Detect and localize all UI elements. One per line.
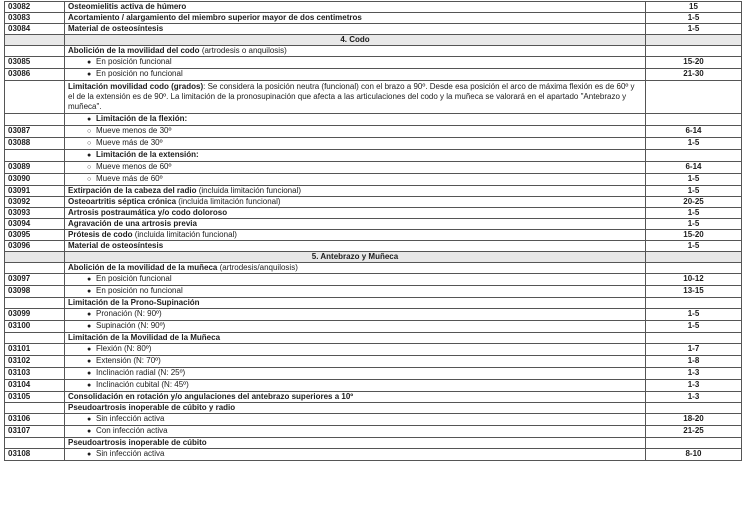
table-row (4, 241, 742, 252)
table-row (4, 438, 742, 449)
row-value: 1-5 (687, 24, 700, 33)
row-description (65, 309, 646, 320)
section-title: 5. Antebrazo y Muñeca (65, 252, 646, 262)
row-title: Limitación de la Prono-Supinación (68, 298, 200, 307)
row-value: 13-15 (683, 286, 704, 295)
row-code: 03087 (5, 126, 65, 137)
circle-bullet-icon: ○ (87, 164, 92, 171)
row-value: 15-20 (683, 230, 704, 239)
row-code (5, 46, 65, 56)
row-title: Osteoartritis séptica crónica (68, 197, 177, 206)
circle-bullet-icon: ○ (87, 140, 92, 147)
row-code: 03084 (5, 24, 65, 34)
row-text: Limitación de la flexión: (96, 114, 188, 123)
row-value (646, 403, 741, 413)
row-code (5, 114, 65, 125)
row-code: 03097 (5, 274, 65, 285)
row-text: Limitación de la extensión: (96, 150, 199, 159)
row-description (65, 126, 646, 137)
row-code (5, 403, 65, 413)
row-value: 1-5 (687, 208, 700, 217)
row-description (65, 208, 646, 218)
section-title: 4. Codo (65, 35, 646, 45)
row-description (65, 298, 646, 308)
row-text: Con infección activa (96, 426, 168, 435)
row-description (65, 333, 646, 343)
table-row (4, 333, 742, 344)
row-description (65, 438, 646, 448)
row-text: Supinación (N: 90º) (96, 321, 166, 330)
row-code (5, 438, 65, 448)
row-description (65, 46, 646, 56)
table-row (4, 150, 742, 162)
row-code: 03099 (5, 309, 65, 320)
row-description (65, 114, 646, 125)
row-title: Pseudoartrosis inoperable de cúbito (68, 438, 207, 447)
row-description (65, 174, 646, 185)
section-header (4, 252, 742, 263)
row-code: 03101 (5, 344, 65, 355)
row-code: 03106 (5, 414, 65, 425)
row-description (65, 449, 646, 460)
row-title: Prótesis de codo (68, 230, 133, 239)
row-value: 15 (689, 2, 698, 11)
row-description (65, 138, 646, 149)
bullet-icon: ● (87, 152, 92, 159)
row-text: En posición funcional (96, 274, 172, 283)
row-value: 1-5 (687, 13, 700, 22)
bullet-icon: ● (87, 346, 92, 353)
bullet-icon: ● (87, 382, 92, 389)
row-value (646, 438, 741, 448)
row-text: En posición funcional (96, 57, 172, 66)
row-description (65, 263, 646, 273)
bullet-icon: ● (87, 116, 92, 123)
row-code: 03083 (5, 13, 65, 23)
row-description (65, 403, 646, 413)
bullet-icon: ● (87, 428, 92, 435)
table-row (4, 414, 742, 426)
bullet-icon: ● (87, 358, 92, 365)
table-row (4, 263, 742, 274)
row-text: Extensión (N: 70º) (96, 356, 161, 365)
row-title: Consolidación en rotación y/o angulaciones del antebrazo superiores a 10º (68, 392, 354, 401)
row-description (65, 230, 646, 240)
row-value: 1-3 (687, 380, 700, 389)
bullet-icon: ● (87, 71, 92, 78)
table-row (4, 392, 742, 403)
row-value: 21-30 (683, 69, 704, 78)
section-header (4, 35, 742, 46)
bullet-icon: ● (87, 370, 92, 377)
bullet-icon: ● (87, 451, 92, 458)
row-text: En posición no funcional (96, 69, 183, 78)
row-description (65, 24, 646, 34)
row-value: 1-3 (687, 392, 700, 401)
bullet-icon: ● (87, 59, 92, 66)
row-description (65, 356, 646, 367)
row-code: 03088 (5, 138, 65, 149)
row-value: 1-3 (687, 368, 700, 377)
row-code: 03105 (5, 392, 65, 402)
row-code: 03100 (5, 321, 65, 332)
row-note: (artrodesis o anquilosis) (201, 46, 287, 55)
row-value (646, 46, 741, 56)
row-value: 6-14 (685, 126, 702, 135)
table-row (4, 174, 742, 186)
row-code: 03107 (5, 426, 65, 437)
row-value (646, 252, 741, 262)
row-value: 1-5 (687, 174, 700, 183)
row-value: 1-5 (687, 321, 700, 330)
table-row (4, 380, 742, 392)
table-row (4, 69, 742, 81)
row-description (65, 219, 646, 229)
table-row (4, 403, 742, 414)
row-code: 03108 (5, 449, 65, 460)
row-value (646, 298, 741, 308)
row-value (646, 150, 741, 161)
row-note: (artrodesis/anquilosis) (219, 263, 298, 272)
row-value: 15-20 (683, 57, 704, 66)
row-text: Flexión (N: 80º) (96, 344, 152, 353)
bullet-icon: ● (87, 416, 92, 423)
row-code: 03091 (5, 186, 65, 196)
row-value: 20-25 (683, 197, 704, 206)
row-description (65, 162, 646, 173)
row-value: 1-5 (687, 186, 700, 195)
row-code: 03094 (5, 219, 65, 229)
table-row (4, 449, 742, 461)
row-text: Mueve menos de 30º (96, 126, 172, 135)
row-description (65, 392, 646, 402)
row-description (65, 241, 646, 251)
row-value (646, 81, 741, 113)
row-title: Acortamiento / alargamiento del miembro superior mayor de dos centimetros (68, 13, 362, 22)
bullet-icon: ● (87, 323, 92, 330)
row-title: Osteomielitis activa de húmero (68, 2, 187, 11)
row-description (65, 197, 646, 207)
row-text: Inclinación cubital (N: 45º) (96, 380, 189, 389)
row-text: : Se considera la posición neutra (funcional) con el brazo a 90º. Desde esa posición el arco de máxima flexión es de 60º y el de la extensión es de 90º. La limitación de la pronosupinación que afecta a las articulaciones del codo y la muñeca se valorará en el apartado "Antebrazo y muñeca". (68, 82, 635, 111)
table-row (4, 13, 742, 24)
row-value: 6-14 (685, 162, 702, 171)
row-code: 03092 (5, 197, 65, 207)
row-code (5, 35, 65, 45)
row-text: Mueve más de 30º (96, 138, 163, 147)
row-code: 03089 (5, 162, 65, 173)
table-row (4, 344, 742, 356)
row-code: 03102 (5, 356, 65, 367)
table-row (4, 114, 742, 126)
row-description (65, 368, 646, 379)
table-row (4, 298, 742, 309)
row-title: Limitación de la Movilidad de la Muñeca (68, 333, 221, 342)
row-title: Abolición de la movilidad del codo (68, 46, 200, 55)
row-code: 03096 (5, 241, 65, 251)
row-text: En posición no funcional (96, 286, 183, 295)
row-value: 18-20 (683, 414, 704, 423)
scale-table (4, 1, 742, 461)
row-code: 03082 (5, 2, 65, 12)
table-row (4, 274, 742, 286)
row-code (5, 81, 65, 113)
row-title: Artrosis postraumática y/o codo doloroso (68, 208, 228, 217)
row-description (65, 81, 646, 113)
table-row (4, 186, 742, 197)
row-code (5, 252, 65, 262)
row-description (65, 57, 646, 68)
row-description (65, 414, 646, 425)
row-text: Mueve más de 60º (96, 174, 163, 183)
table-row (4, 1, 742, 13)
row-text: Sin infección activa (96, 414, 165, 423)
row-description (65, 344, 646, 355)
row-value: 1-5 (687, 138, 700, 147)
row-code (5, 150, 65, 161)
row-description (65, 321, 646, 332)
row-value (646, 35, 741, 45)
row-note: (incluida limitación funcional) (178, 197, 281, 206)
row-code: 03085 (5, 57, 65, 68)
row-title: Material de osteosíntesis (68, 241, 164, 250)
row-text: Mueve menos de 60º (96, 162, 172, 171)
row-value: 1-5 (687, 309, 700, 318)
row-description (65, 286, 646, 297)
row-title: Limitación movilidad codo (grados) (68, 82, 204, 91)
row-title: Pseudoartrosis inoperable de cúbito y radio (68, 403, 236, 412)
table-row (4, 309, 742, 321)
table-row (4, 356, 742, 368)
row-value (646, 333, 741, 343)
row-text: Pronación (N: 90º) (96, 309, 162, 318)
row-description (65, 426, 646, 437)
row-value: 8-10 (685, 449, 702, 458)
table-row (4, 321, 742, 333)
row-code (5, 333, 65, 343)
row-description (65, 13, 646, 23)
row-note: (incluida limitación funcional) (134, 230, 237, 239)
table-row (4, 426, 742, 438)
table-row (4, 368, 742, 380)
table-row (4, 162, 742, 174)
table-row (4, 57, 742, 69)
row-code: 03104 (5, 380, 65, 391)
row-code: 03093 (5, 208, 65, 218)
table-row (4, 126, 742, 138)
row-title: Extirpación de la cabeza del radio (68, 186, 197, 195)
bullet-icon: ● (87, 276, 92, 283)
row-value: 1-8 (687, 356, 700, 365)
table-row (4, 286, 742, 298)
table-row (4, 46, 742, 57)
row-code (5, 263, 65, 273)
table-row (4, 230, 742, 241)
row-value (646, 114, 741, 125)
row-description (65, 380, 646, 391)
row-value: 1-7 (687, 344, 700, 353)
row-title: Material de osteosíntesis (68, 24, 164, 33)
row-value: 21-25 (683, 426, 704, 435)
row-text: Inclinación radial (N: 25º) (96, 368, 186, 377)
row-value: 1-5 (687, 241, 700, 250)
circle-bullet-icon: ○ (87, 128, 92, 135)
row-title: Abolición de la movilidad de la muñeca (68, 263, 218, 272)
row-text: Sin infección activa (96, 449, 165, 458)
row-code: 03090 (5, 174, 65, 185)
row-code (5, 298, 65, 308)
row-note: (incluida limitación funcional) (198, 186, 302, 195)
row-description (65, 274, 646, 285)
row-description (65, 2, 646, 12)
circle-bullet-icon: ○ (87, 176, 92, 183)
table-row (4, 24, 742, 35)
row-code: 03103 (5, 368, 65, 379)
table-row (4, 208, 742, 219)
row-value: 10-12 (683, 274, 704, 283)
row-code: 03095 (5, 230, 65, 240)
row-value (646, 263, 741, 273)
bullet-icon: ● (87, 311, 92, 318)
row-value: 1-5 (687, 219, 700, 228)
row-title: Agravación de una artrosis previa (68, 219, 197, 228)
table-row (4, 138, 742, 150)
table-row (4, 219, 742, 230)
table-row (4, 197, 742, 208)
row-code: 03098 (5, 286, 65, 297)
row-description (65, 150, 646, 161)
row-description (65, 186, 646, 196)
row-description (65, 69, 646, 80)
row-code: 03086 (5, 69, 65, 80)
table-row (4, 81, 742, 114)
bullet-icon: ● (87, 288, 92, 295)
